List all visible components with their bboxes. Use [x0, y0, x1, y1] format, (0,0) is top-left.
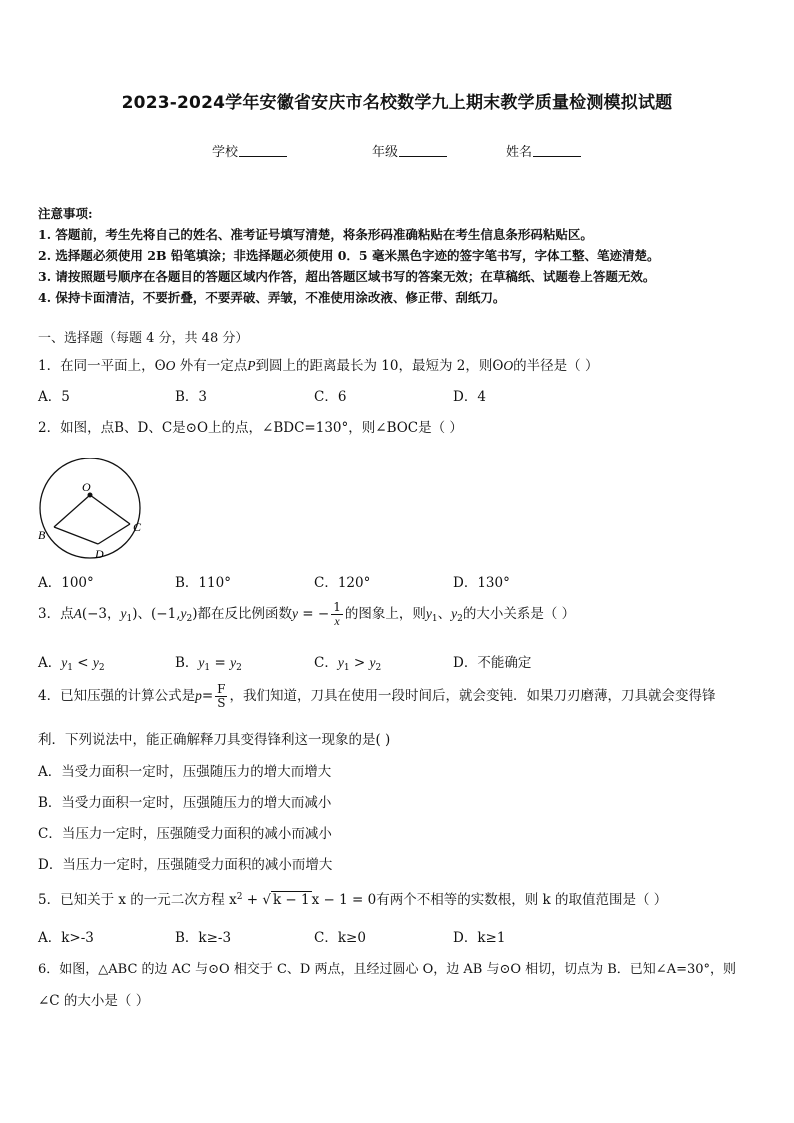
y-symbol: y — [180, 606, 187, 621]
q1-option-d: D．4 — [453, 389, 486, 405]
q1-point-o: O — [165, 358, 176, 373]
q1-text-b: 外有一定点 — [175, 358, 248, 374]
q1-text-c: 到圆上的距离最长为 10，最短为 2，则 — [255, 358, 493, 374]
grade-field — [372, 141, 447, 160]
q5-option-b: B．k≥-3 — [175, 930, 232, 946]
fraction-numerator: 1 — [333, 600, 341, 614]
notice-item: 4. 保持卡面清洁，不要折叠，不要弄破、弄皱，不准使用涂改液、修正带、刮纸刀。 — [38, 290, 506, 305]
y-symbol: y — [451, 606, 458, 621]
q2-option-d: D．130° — [453, 575, 510, 591]
sub-1: 1 — [204, 663, 211, 673]
label-o: O — [82, 480, 91, 494]
q3-comma: 、 — [437, 606, 452, 622]
q1-point-o: O — [503, 358, 514, 373]
option-label: A． — [38, 655, 62, 671]
y-symbol: y — [61, 655, 68, 670]
sub-2: 2 — [236, 663, 242, 673]
label-b: B — [38, 528, 46, 542]
q4-option-b: B．当受力面积一定时，压强随压力的增大而减小 — [38, 795, 332, 811]
q4-option-c: C．当压力一定时，压强随受力面积的减小而减小 — [38, 826, 332, 842]
segment-bd — [54, 527, 98, 544]
q2-option-b: B．110° — [175, 575, 231, 591]
sub-1: 1 — [343, 663, 350, 673]
q3-text-d: 的大小关系是（ ） — [462, 606, 576, 622]
y-symbol: y — [198, 655, 205, 670]
fraction-denominator: S — [217, 696, 226, 710]
name-field — [506, 141, 581, 160]
q5-text-a: 5．已知关于 x 的一元二次方程 x — [38, 892, 237, 908]
q2-option-a: A．100° — [38, 575, 94, 591]
y-symbol: y — [369, 655, 376, 670]
q1-text-d: 的半径是（ ） — [513, 358, 599, 374]
q1-option-c: C．6 — [314, 389, 347, 405]
fraction-denominator: x — [334, 614, 340, 628]
question-6: 6．如图，△ABC 的边 AC 与⊙O 相交于 C、D 两点，且经过圆心 O，边 AB 与⊙O 相切，切点为 B．已知∠A=30°，则 — [38, 962, 737, 977]
notice-item: 1. 答题前，考生先将自己的姓名、准考证号填写清楚，将条形码准确粘贴在考生信息条形码粘贴区。 — [38, 227, 593, 242]
school-field — [212, 141, 287, 160]
q1-text-a: 1．在同一平面上， — [38, 358, 155, 374]
name-blank — [533, 144, 581, 157]
y-symbol: y — [292, 606, 299, 621]
q5-option-a: A．k>-3 — [38, 930, 94, 946]
q4-line-2: 利．下列说法中，能正确解释刀具变得锋利这一现象的是( ) — [38, 732, 391, 748]
q3-fraction — [331, 601, 343, 628]
option-label: C． — [314, 655, 338, 671]
q1-point-p: P — [247, 358, 256, 373]
q3-option-b — [175, 651, 242, 673]
y-symbol: y — [120, 606, 127, 621]
q2-option-c: C．120° — [314, 575, 371, 591]
q4-option-a: A．当受力面积一定时，压强随压力的增大而增大 — [38, 764, 332, 780]
grade-blank — [399, 144, 447, 157]
q1-option-a: A．5 — [38, 389, 70, 405]
fraction-numerator: F — [217, 682, 226, 696]
name-label: 姓名 — [506, 145, 533, 160]
q4-option-d: D．当压力一定时，压强随受力面积的减小而增大 — [38, 857, 333, 873]
q3-option-a — [38, 651, 105, 673]
y-symbol: y — [92, 655, 99, 670]
q3-coord-a: (−3， — [81, 606, 121, 622]
notice-heading: 注意事项: — [38, 206, 93, 221]
q3-paren: ) — [132, 606, 138, 622]
q5-option-d: D．k≥1 — [453, 930, 506, 946]
y-symbol: y — [425, 606, 432, 621]
q3-paren: ) — [192, 606, 198, 622]
q5-text-c: 有两个不相等的实数根，则 k 的取值范围是（ ） — [376, 892, 668, 908]
circle-o — [40, 458, 140, 558]
q5-square: 2 — [236, 892, 243, 902]
q3-eq: = − — [298, 606, 330, 622]
q3-point-a: A — [73, 606, 82, 621]
page-title: 2023-2024学年安徽省安庆市名校数学九上期末教学质量检测模拟试题 — [121, 93, 673, 113]
circle-symbol: ʘ — [154, 358, 166, 374]
segment-ob — [54, 495, 90, 527]
sqrt-symbol: √ — [262, 892, 271, 908]
relation: = — [210, 655, 231, 671]
sub-2: 2 — [375, 663, 382, 673]
q3-text-a: 3．点 — [38, 606, 74, 622]
sub-1: 1 — [126, 614, 133, 624]
sub-2: 2 — [457, 614, 463, 624]
question-1 — [38, 354, 598, 374]
y-symbol: y — [230, 655, 237, 670]
sub-2: 2 — [98, 663, 105, 673]
q4-eq: = — [201, 688, 214, 704]
section-heading: 一、选择题（每题 4 分，共 48 分） — [38, 331, 249, 346]
relation: < — [72, 655, 93, 671]
segment-dc — [98, 524, 130, 544]
q4-text-b: ，我们知道，刀具在使用一段时间后，就会变钝．如果刀刃磨薄，刀具就会变得锋 — [229, 688, 716, 704]
q3-text-c: 的图象上，则 — [344, 606, 426, 622]
label-d: D — [95, 547, 104, 561]
q6-line-2: ∠C 的大小是（ ） — [38, 993, 150, 1009]
q4-fraction — [215, 683, 227, 710]
q3-coord-b: (−1, — [151, 606, 181, 622]
q3-sep: 、 — [137, 606, 152, 622]
q5-text-b: x − 1 = 0 — [311, 892, 377, 908]
q5-radicand: k − 1 — [272, 892, 310, 908]
school-label: 学校 — [212, 145, 239, 160]
q5-option-c: C．k≥0 — [314, 930, 366, 946]
question-3 — [38, 601, 575, 628]
question-5 — [38, 888, 667, 908]
question-4 — [38, 683, 715, 710]
relation: > — [349, 655, 370, 671]
circle-symbol: ʘ — [492, 358, 504, 374]
notice-item: 2. 选择题必须使用 2B 铅笔填涂；非选择题必须使用 0．5 毫米黑色字迹的签字笔书写，字体工整、笔迹清楚。 — [38, 248, 660, 263]
q5-plus: + — [242, 892, 263, 908]
circle-diagram — [32, 458, 152, 568]
sub-1: 1 — [431, 614, 438, 624]
y-symbol: y — [337, 655, 344, 670]
grade-label: 年级 — [372, 145, 399, 160]
label-c: C — [133, 520, 142, 534]
q3-option-c — [314, 651, 381, 673]
sub-2: 2 — [186, 614, 193, 624]
q3-option-d: D．不能确定 — [453, 655, 532, 671]
q4-text-a: 4．已知压强的计算公式是 — [38, 688, 196, 704]
q1-option-b: B．3 — [175, 389, 208, 405]
notice-item: 3. 请按照题号顺序在各题目的答题区域内作答，超出答题区域书写的答案无效；在草稿纸、试题卷上答题无效。 — [38, 269, 656, 284]
question-2: 2．如图，点B、D、C是⊙O上的点，∠BDC=130°，则∠BOC是（ ） — [38, 420, 463, 436]
q3-text-b: 都在反比例函数 — [197, 606, 293, 622]
q2-figure — [32, 458, 152, 572]
sub-1: 1 — [67, 663, 73, 673]
option-label: B． — [175, 655, 199, 671]
school-blank — [239, 144, 287, 157]
q4-p: p — [195, 688, 202, 703]
segment-oc — [90, 495, 130, 524]
